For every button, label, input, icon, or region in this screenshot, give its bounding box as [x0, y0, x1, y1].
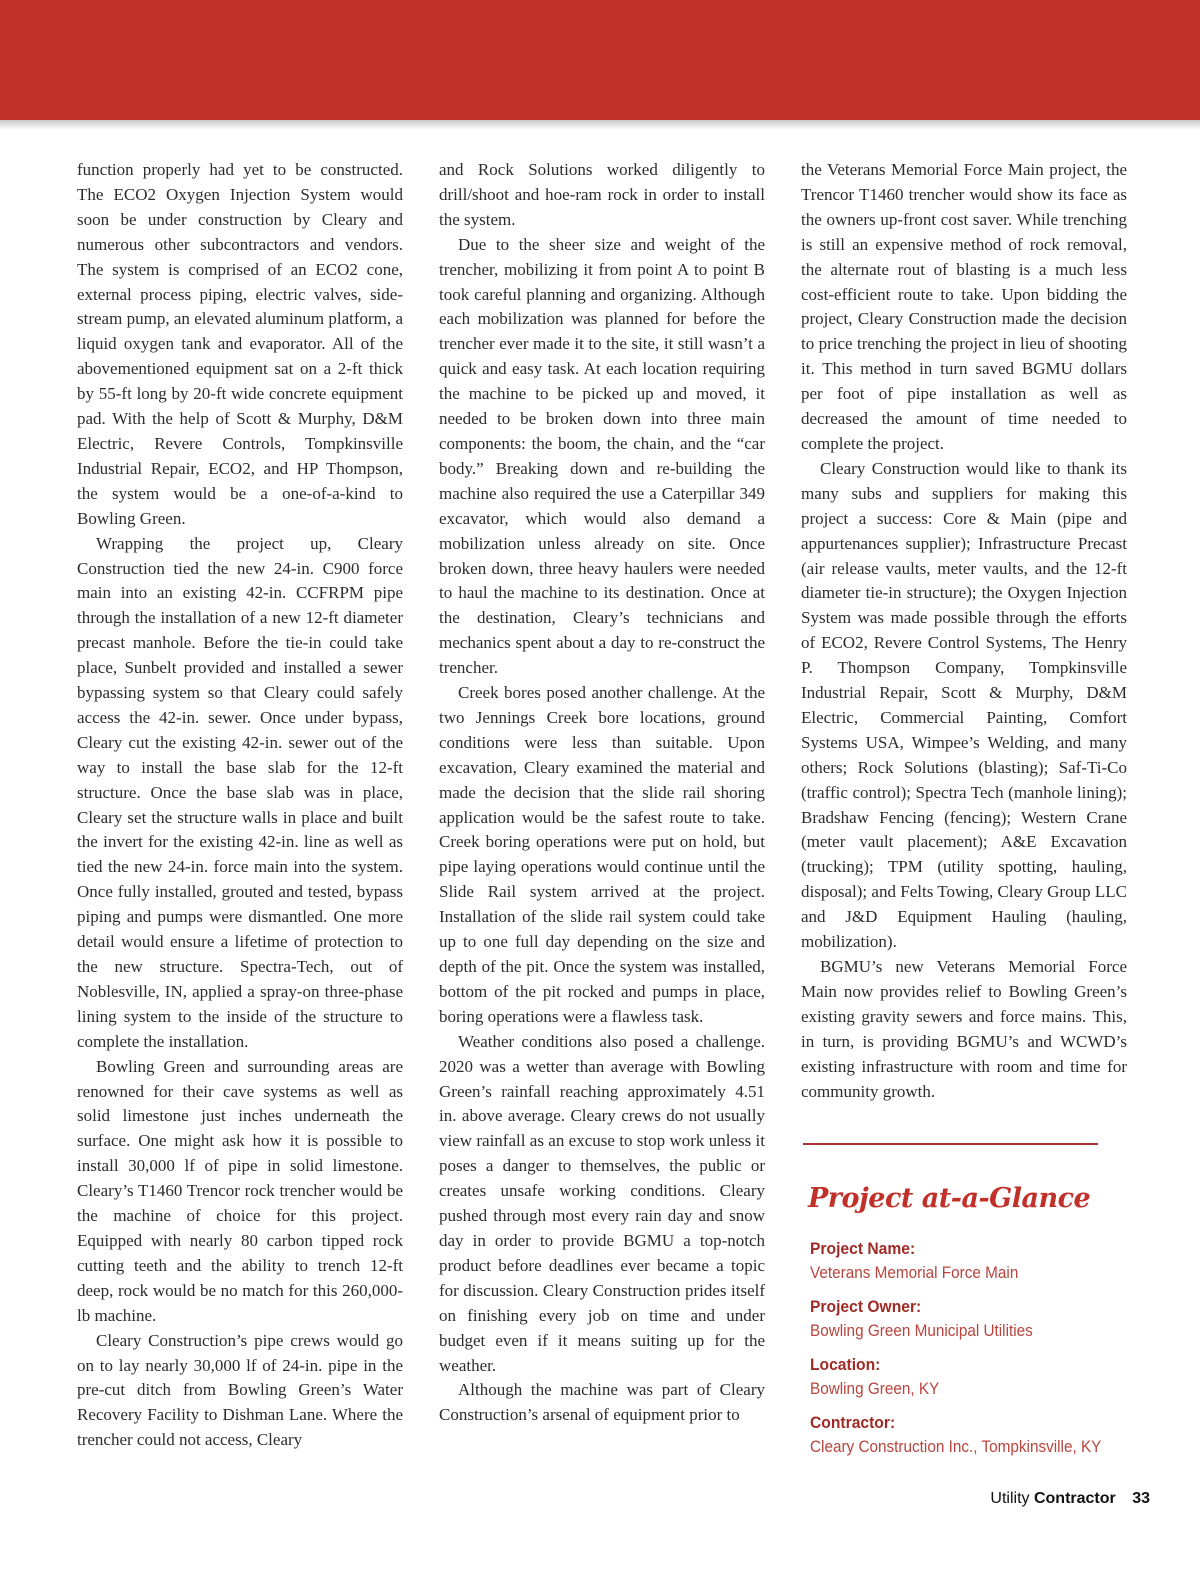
page-footer: [990, 1490, 1150, 1508]
article-paragraph: the Veterans Memorial Force Main project, the Trencor T1460 trencher would show its face as the owners up-front cost saver. While trenching is still an expensive method of rock removal, the alternate rout of blasting is a much less cost-efficient route to take. Upon bidding the project, Cleary Construction made the decision to price trenching the project in lieu of shooting it. This method in turn saved BGMU dollars per foot of pipe installation as well as decreased the amount of time needed to complete the project.: [801, 160, 1127, 453]
article-paragraph: Wrapping the project up, Cleary Construction tied the new 24-in. C900 force main into an existing 42-in. CCFRPM pipe through the installation of a new 12-ft diameter precast manhole. Before the tie-in could take place, Sunbelt provided and installed a sewer bypassing system so that Cleary could safely access the 42-in. sewer. Once under bypass, Cleary cut the existing 42-in. sewer out of the way to install the base slab for the 12-ft structure. Once the base slab was in place, Cleary set the structure walls in place and built the invert for the existing 42-in. line as well as tied the new 24-in. force main into the system. Once fully installed, grouted and tested, bypass piping and pumps were dismantled. One more detail would ensure a lifetime of protection to the new structure. Spectra-Tech, out of Noblesville, IN, applied a spray-on three-phase lining system to the inside of the structure to complete the installation.: [77, 533, 403, 1051]
article-paragraph: function properly had yet to be constructed. The ECO2 Oxygen Injection System would soon be under construction by Cleary and numerous other subcontractors and vendors. The system is comprised of an ECO2 cone, external process piping, electric valves, side-stream pump, an elevated aluminum platform, a liquid oxygen tank and evaporator. All of the abovementioned equipment sat on a 2-ft thick by 55-ft long by 20-ft wide concrete equipment pad. With the help of Scott & Murphy, D&M Electric, Revere Controls, Tompkinsville Industrial Repair, ECO2, and HP Thompson, the system would be a one-of-a-kind to Bowling Green.: [77, 160, 403, 528]
location-value: Bowling Green, KY: [810, 1379, 940, 1398]
project-name-value: Veterans Memorial Force Main: [810, 1263, 1019, 1282]
article-column-1: [77, 158, 403, 1453]
article-paragraph: Although the machine was part of Cleary Construction’s arsenal of equipment prior to: [439, 1380, 765, 1425]
project-owner-label: Project Owner:: [810, 1297, 922, 1316]
article-paragraph: and Rock Solutions worked diligently to drill/shoot and hoe-ram rock in order to install the system.: [439, 160, 765, 229]
article-paragraph: Weather conditions also posed a challenge. 2020 was a wetter than average with Bowling Green’s rainfall reaching approximately 4.51 in. above average. Cleary crews do not usually view rainfall as an excuse to stop work unless it poses a danger to themselves, the public or creates unsafe working conditions. Cleary pushed through most every rain day and snow day in order to provide BGMU a top-notch product before deadlines ever became a topic for discussion. Cleary Construction prides itself on finishing every job on time and under budget even if it means suiting up for the weather.: [439, 1031, 765, 1375]
magazine-name-light: Utility: [990, 1490, 1030, 1507]
contractor-value: Cleary Construction Inc., Tompkinsville, KY: [810, 1437, 1102, 1456]
project-owner-value: Bowling Green Municipal Utilities: [810, 1321, 1033, 1340]
page-number: 33: [1132, 1490, 1150, 1507]
sidebar-divider: [803, 1143, 1098, 1145]
article-paragraph: Due to the sheer size and weight of the trencher, mobilizing it from point A to point B took careful planning and organizing. Although each mobilization was planned for before the trencher ever made it to the site, it still wasn’t a quick and easy task. At each location requiring the machine to be picked up and moved, it needed to be broken down into three main components: the boom, the chain, and the “car body.” Breaking down and re-building the machine also required the use a Caterpillar 349 excavator, which would also demand a mobilization unless already on site. Once broken down, three heavy haulers were needed to haul the machine to its destination. Once at the destination, Cleary’s technicians and mechanics spent about a day to re-construct the trencher.: [439, 234, 765, 678]
contractor-label: Contractor:: [810, 1413, 896, 1432]
article-paragraph: Cleary Construction would like to thank its many subs and suppliers for making this project a success: Core & Main (pipe and appurtenances supplier); Infrastructure Precast (air release vaults, meter vaults, and the 12-ft diameter tie-in structure); the Oxygen Injection System was made possible through the efforts of ECO2, Revere Control Systems, The Henry P. Thompson Company, Tompkinsville Industrial Repair, Scott & Murphy, D&M Electric, Commercial Painting, Comfort Systems USA, Wimpee’s Welding, and many others; Rock Solutions (blasting); Saf-Ti-Co (traffic control); Spectra Tech (manhole lining); Bradshaw Fencing (fencing); Western Crane (meter vault placement); A&E Excavation (trucking); TPM (utility spotting, hauling, disposal); and Felts Towing, Cleary Group LLC and J&D Equipment Hauling (hauling, mobilization).: [801, 458, 1127, 952]
article-paragraph: Bowling Green and surrounding areas are renowned for their cave systems as well as solid limestone just inches underneath the surface. One might ask how it is possible to install 30,000 lf of pipe in solid limestone. Cleary’s T1460 Trencor rock trencher would be the machine of choice for this project. Equipped with nearly 80 carbon tipped rock cutting teeth and the ability to trench 12-ft deep, rock would be no match for this 260,000-lb machine.: [77, 1056, 403, 1325]
glance-title: Project at-a-Glance: [808, 1183, 1091, 1214]
article-paragraph: Cleary Construction’s pipe crews would go on to lay nearly 30,000 lf of 24-in. pipe in the pre-cut ditch from Bowling Green’s Water Recovery Facility to Dishman Lane. Where the trencher could not access, Cleary: [77, 1330, 403, 1450]
magazine-name-bold: Contractor: [1033, 1490, 1116, 1507]
article-column-2: [439, 158, 765, 1428]
article-paragraph: Creek bores posed another challenge. At the two Jennings Creek bore locations, ground conditions were less than suitable. Upon excavation, Cleary examined the material and made the decision that the slide rail shoring application would be the safest route to take. Creek boring operations were put on hold, but pipe laying operations would continue until the Slide Rail system arrived at the project. Installation of the slide rail system could take up to one full day depending on the size and depth of the pit. Once the system was installed, bottom of the pit rocked and pumps in place, boring operations were a flawless task.: [439, 683, 765, 1026]
header-banner: [0, 0, 1200, 120]
location-label: Location:: [810, 1355, 881, 1374]
article-paragraph: BGMU’s new Veterans Memorial Force Main now provides relief to Bowling Green’s existing gravity sewers and force mains. This, in turn, is providing BGMU’s and WCWD’s existing infrastructure with room and time for community growth.: [801, 957, 1127, 1101]
project-at-a-glance-box: [810, 1238, 1170, 1470]
article-column-3: [801, 158, 1127, 1104]
project-name-label: Project Name:: [810, 1239, 916, 1258]
header-banner-shadow: [0, 120, 1200, 130]
